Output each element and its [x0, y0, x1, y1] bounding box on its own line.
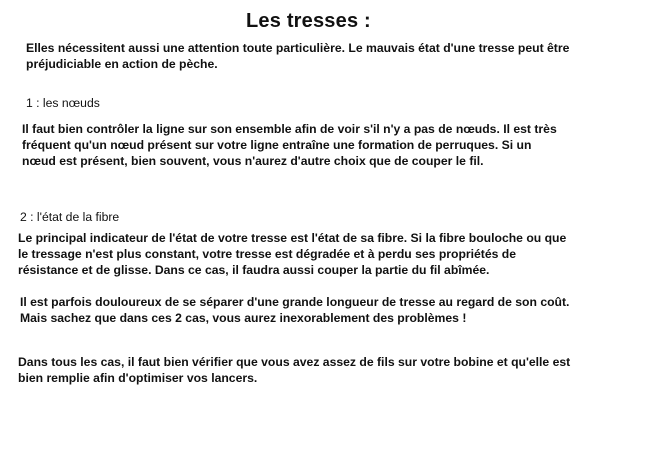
intro-line-2: préjudiciable en action de pèche.	[26, 57, 218, 72]
note-line-2: Mais sachez que dans ces 2 cas, vous aurez inexorablement des problèmes !	[20, 311, 467, 326]
section-heading-fiber: 2 : l'état de la fibre	[20, 210, 120, 224]
intro-line-1: Elles nécessitent aussi une attention toute particulière. Le mauvais état d'une tresse peut être	[26, 41, 570, 55]
knots-line-3: nœud est présent, bien souvent, vous n'aurez d'autre choix que de couper le fil.	[22, 154, 484, 169]
knots-line-1: Il faut bien contrôler la ligne sur son ensemble afin de voir s'il n'y a pas de nœuds. Il est très	[22, 122, 557, 136]
conclusion-paragraph	[18, 354, 570, 386]
conclusion-line-2: bien remplie afin d'optimiser vos lancers.	[18, 371, 258, 386]
fiber-line-3: résistance et de glisse. Dans ce cas, il faudra aussi couper la partie du fil abîmée.	[18, 263, 490, 278]
fiber-line-2: le tressage n'est plus constant, votre tresse est dégradée et à perdu ses propriétés de	[18, 247, 517, 262]
fiber-paragraph	[18, 230, 566, 279]
note-line-1: Il est parfois douloureux de se séparer d'une grande longueur de tresse au regard de son coût.	[20, 295, 570, 309]
section-heading-knots: 1 : les nœuds	[26, 96, 100, 110]
knots-line-2: fréquent qu'un nœud présent sur votre ligne entraîne une formation de perruques. Si un	[22, 138, 532, 153]
fiber-line-1: Le principal indicateur de l'état de votre tresse est l'état de sa fibre. Si la fibre bouloche ou que	[18, 231, 567, 245]
page-title: Les tresses :	[246, 10, 371, 32]
note-paragraph	[20, 294, 569, 326]
conclusion-line-1: Dans tous les cas, il faut bien vérifier que vous avez assez de fils sur votre bobine et qu'elle est	[18, 355, 571, 369]
intro-paragraph	[26, 40, 569, 72]
knots-paragraph	[22, 121, 557, 170]
